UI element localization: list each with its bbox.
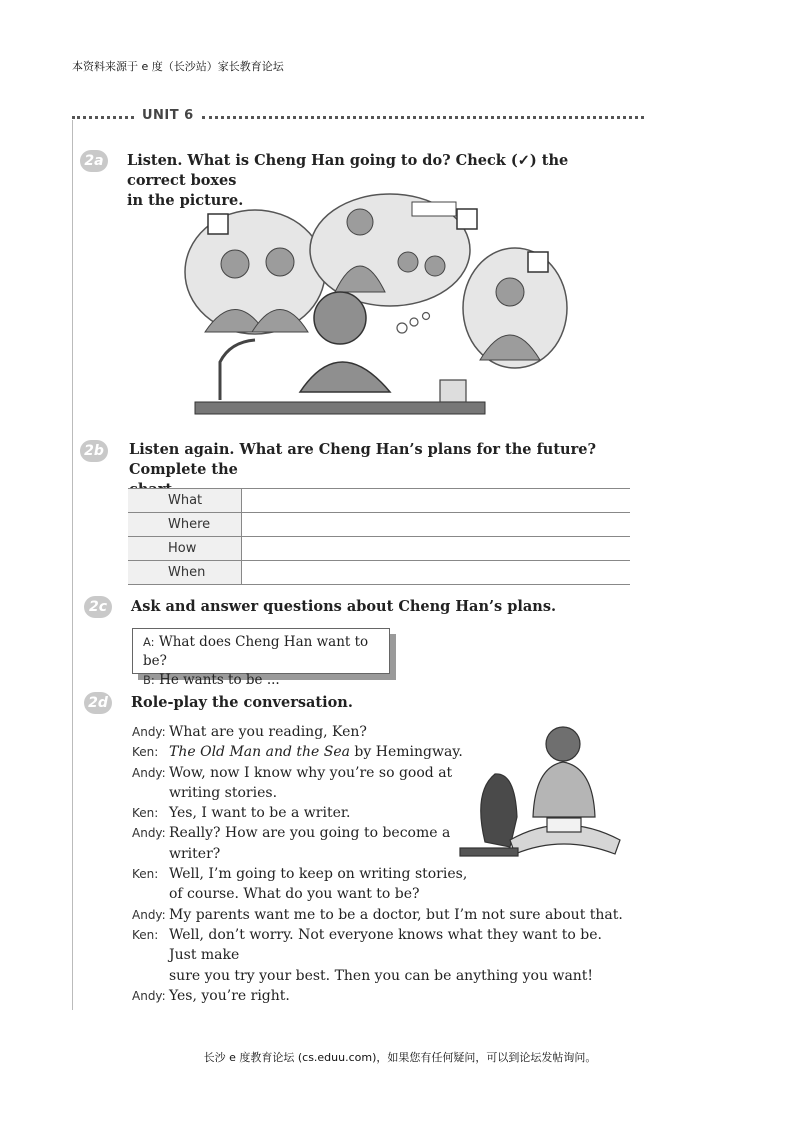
checkbox-actor[interactable] xyxy=(528,252,548,272)
line-text: Yes, you’re right. xyxy=(169,987,290,1004)
dotted-rule-left xyxy=(72,116,134,119)
section-badge-2d: 2d xyxy=(84,692,112,714)
chart-cell-where[interactable] xyxy=(243,513,630,536)
reading-boy-illustration xyxy=(455,722,625,864)
line-text: The Old Man and the Sea by Hemingway. xyxy=(169,744,463,761)
instruction-2d: Role-play the conversation. xyxy=(131,694,353,711)
chart-label-where: Where xyxy=(128,513,242,536)
footer-note: 长沙 e 度教育论坛 (cs.eduu.com)，如果您有任何疑问，可以到论坛发帖询问。 xyxy=(203,1051,597,1064)
speaker-label: Ken: xyxy=(132,745,159,760)
line-text: Well, don’t worry. Not everyone knows what they want to be. Just make xyxy=(169,926,602,964)
instruction-2b-line1: Listen again. What are Cheng Han’s plans for the future? Complete the xyxy=(129,441,596,478)
line-text: Really? How are you going to become a xyxy=(169,825,451,842)
illustration-cheng-han-dreaming xyxy=(180,192,570,424)
dialog-text-b: He wants to be ... xyxy=(159,672,280,688)
speaker-label: Andy: xyxy=(132,826,166,841)
section-badge-2b: 2b xyxy=(80,440,108,462)
instruction-2c: Ask and answer questions about Cheng Han’s plans. xyxy=(131,598,557,615)
chart-row xyxy=(128,488,630,513)
line-text-cont: writer? xyxy=(169,845,221,862)
thought-bubble-graduation xyxy=(185,210,325,334)
dialog-speaker-a: A: xyxy=(143,635,155,649)
conversation-line xyxy=(132,905,632,925)
checkbox-teacher[interactable] xyxy=(457,209,477,229)
book-title: The Old Man and the Sea xyxy=(169,744,350,761)
chart-label-what: What xyxy=(128,489,242,512)
line-text: Wow, now I know why you’re so good at xyxy=(169,764,453,781)
conversation-line xyxy=(132,925,632,986)
line-text: What are you reading, Ken? xyxy=(169,724,367,740)
conversation-line xyxy=(132,986,632,1006)
backpack xyxy=(481,774,517,847)
chart-label-how: How xyxy=(128,537,242,560)
chart-row xyxy=(128,537,630,561)
example-dialog-box xyxy=(132,628,390,688)
section-badge-2c: 2c xyxy=(84,596,112,618)
speaker-label: Ken: xyxy=(132,927,159,942)
speaker-label: Ken: xyxy=(132,806,159,821)
speaker-label: Andy: xyxy=(132,725,166,739)
speaker-label: Andy: xyxy=(132,765,166,780)
chart-cell-how[interactable] xyxy=(243,537,630,560)
checkbox-graduation[interactable] xyxy=(208,214,228,234)
dialog-line-a xyxy=(143,633,379,671)
conversation-line xyxy=(132,864,632,905)
line-text-cont: sure you try your best. Then you can be anything you want! xyxy=(169,967,594,984)
speaker-label: Ken: xyxy=(132,867,159,882)
chart-cell-what[interactable] xyxy=(243,489,630,512)
line-text-cont: writing stories. xyxy=(169,784,278,801)
section-badge-2a: 2a xyxy=(80,150,108,172)
source-note: 本资料来源于 e 度（长沙站）家长教育论坛 xyxy=(72,60,284,73)
unit-header xyxy=(72,108,644,126)
line-text: Yes, I want to be a writer. xyxy=(169,805,351,822)
chart-label-when: When xyxy=(128,561,242,584)
plans-chart xyxy=(128,488,630,585)
chart-row xyxy=(128,513,630,537)
unit-label: UNIT 6 xyxy=(142,108,194,123)
speaker-label: Andy: xyxy=(132,988,166,1003)
instruction-2a-line2: in the picture. xyxy=(127,192,244,209)
chart-row xyxy=(128,561,630,585)
chart-cell-when[interactable] xyxy=(243,561,630,584)
margin-rule xyxy=(72,120,73,1010)
line-text: Well, I’m going to keep on writing stories, xyxy=(169,866,468,883)
dotted-rule-right xyxy=(202,116,644,119)
line-text: My parents want me to be a doctor, but I’m not sure about that. xyxy=(169,906,623,923)
dialog-line-b xyxy=(143,671,379,690)
line-text-cont: of course. What do you want to be? xyxy=(169,886,420,903)
instruction-2a-line1: Listen. What is Cheng Han going to do? Check (✓) the correct boxes xyxy=(127,152,569,189)
dialog-text-a: What does Cheng Han want to be? xyxy=(143,634,369,669)
dialog-speaker-b: B: xyxy=(143,673,155,687)
speaker-label: Andy: xyxy=(132,907,166,922)
